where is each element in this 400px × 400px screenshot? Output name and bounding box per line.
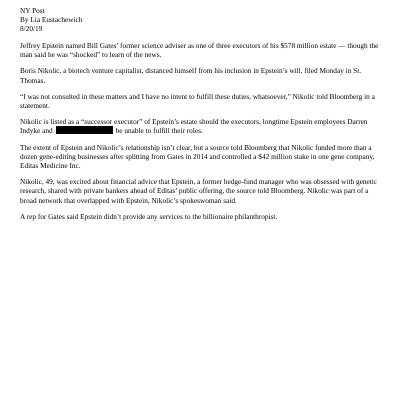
byline: By Lia Eustachewich: [20, 15, 83, 24]
paragraph-2: Boris Nikolic, a biotech venture capitalist, distanced himself from his inclusion in Epstein’s will, filed Monday in St. Thomas.: [20, 66, 362, 85]
paragraph-3: “I was not consulted in these matters and I have no intent to fulfill these duties, whatsoever,” Nikolic told Bloomberg in a statement.: [20, 91, 375, 111]
paragraph-5: The extent of Epstein and Nikolic’s relationship isn’t clear, but a source told Bloomberg that Nikolic funded more than a dozen gene-editing businesses after splitting from Gates in 2014 and controlled a $42 million stake in one gene company, Editas Medicine Inc.: [20, 142, 375, 171]
paragraph-4-text-before: Nikolic is listed as a “successor executor” of Epstein’s estate should the executors, longtime Epstein employees Darren Indyke and: [20, 117, 368, 136]
paragraph-7: A rep for Gates said Epstein didn’t provide any services to the billionaire philanthropist.: [20, 211, 278, 221]
publication-name: NY Post: [20, 6, 45, 15]
publication-date: 8/20/19: [20, 24, 43, 33]
article-header: [20, 6, 382, 33]
paragraph-4-text-after: be unable to fulfill their roles.: [115, 126, 203, 136]
article-body: [20, 41, 382, 221]
paragraph-1: Jeffrey Epstein named Bill Gates’ former science adviser as one of three executors of his $578 million estate — though the man said he was “shocked” to learn of the news.: [20, 41, 379, 60]
redaction-bar: [56, 126, 113, 134]
paragraph-4: [20, 117, 382, 135]
document-page: [20, 6, 382, 228]
paragraph-6: Nikolic, 49, was excited about financial advice that Epstein, a former hedge-fund manager who was obsessed with genetic research, shared with private bankers ahead of Editas’ public offering, the source told Bloomberg. Nikolic was part of a broad network that overlapped with Epstein, Nikolic’s spokeswoman said.: [20, 177, 378, 205]
